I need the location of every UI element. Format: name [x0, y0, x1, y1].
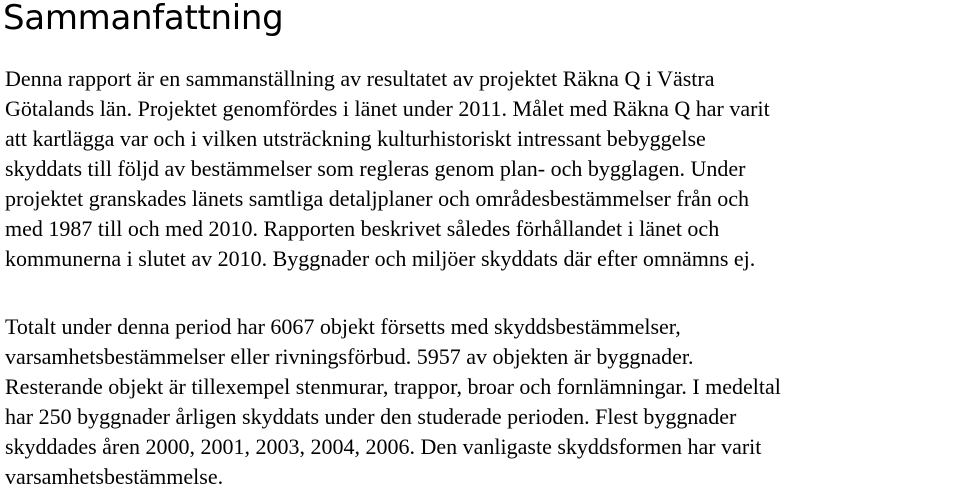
paragraph-line: har 250 byggnader årligen skyddats under den studerade perioden. Flest byggnader [5, 404, 737, 429]
paragraph-line: Götalands län. Projektet genomfördes i länet under 2011. Målet med Räkna Q har varit [5, 96, 770, 121]
summary-paragraph-1 [5, 64, 960, 274]
summary-paragraph-2 [5, 312, 960, 492]
paragraph-line: skyddats till följd av bestämmelser som regleras genom plan- och bygglagen. Under [5, 156, 746, 181]
paragraph-line: Totalt under denna period har 6067 objekt försetts med skyddsbestämmelser, [5, 314, 681, 339]
page-title: Sammanfattning [3, 0, 284, 38]
paragraph-line: att kartlägga var och i vilken utsträckning kulturhistoriskt intressant bebyggelse [5, 126, 706, 151]
paragraph-line: skyddades åren 2000, 2001, 2003, 2004, 2006. Den vanligaste skyddsformen har varit [5, 434, 762, 459]
paragraph-line: varsamhetsbestämmelse. [5, 464, 224, 489]
paragraph-line: varsamhetsbestämmelser eller rivningsförbud. 5957 av objekten är byggnader. [5, 344, 694, 369]
paragraph-line: med 1987 till och med 2010. Rapporten beskrivet således förhållandet i länet och [5, 216, 720, 241]
paragraph-line: projektet granskades länets samtliga detaljplaner och områdesbestämmelser från och [5, 186, 750, 211]
paragraph-line: Denna rapport är en sammanställning av resultatet av projektet Räkna Q i Västra [5, 66, 715, 91]
paragraph-line: kommunerna i slutet av 2010. Byggnader och miljöer skyddats där efter omnämns ej. [5, 246, 756, 271]
paragraph-line: Resterande objekt är tillexempel stenmurar, trappor, broar och fornlämningar. I medeltal [5, 374, 781, 399]
